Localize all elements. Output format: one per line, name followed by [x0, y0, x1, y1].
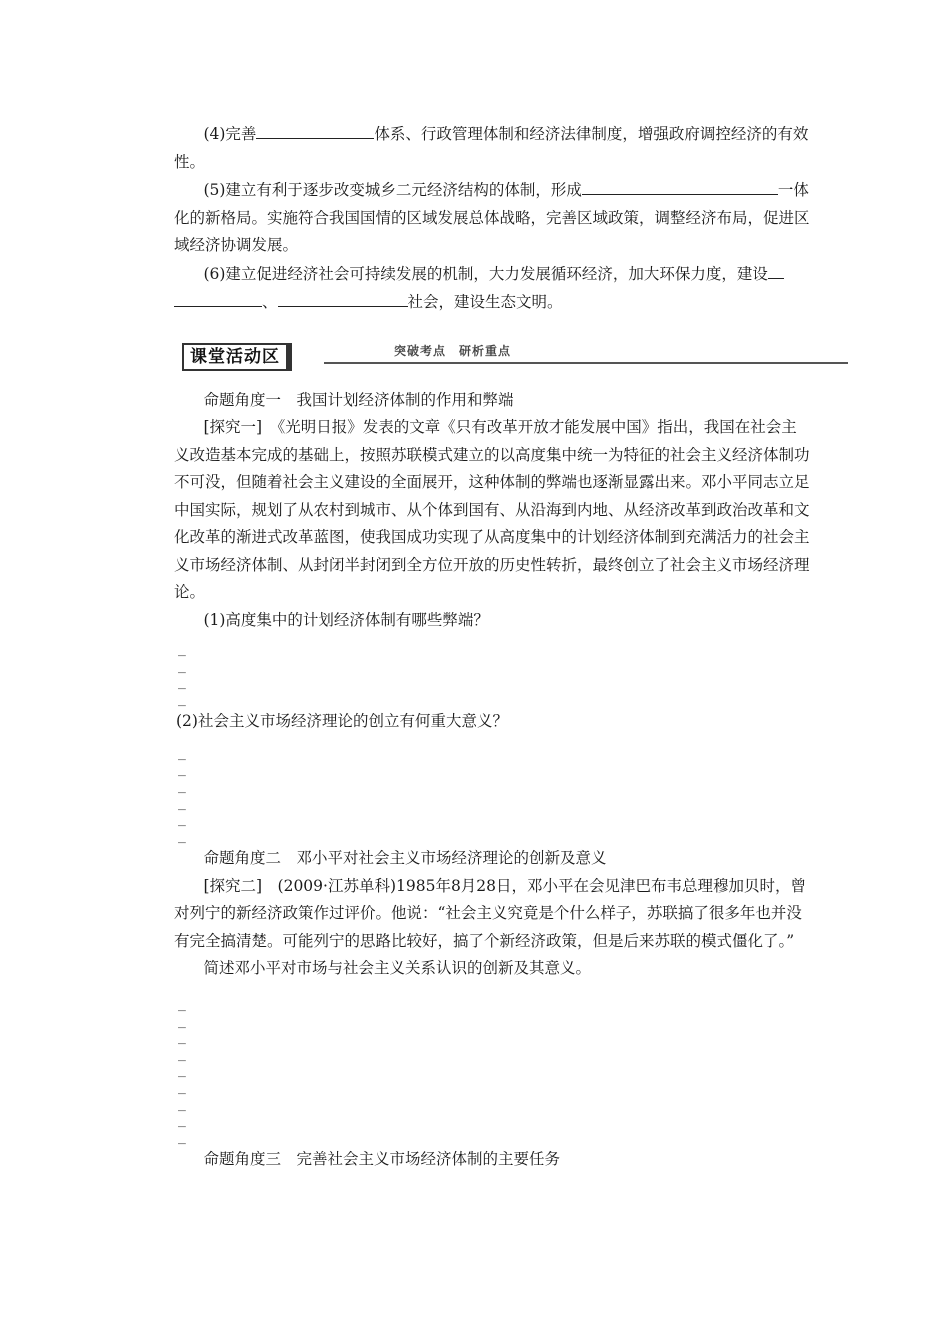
item-6-text-start: (6)建立促进经济社会可持续发展的机制，大力发展循环经济，加大环保力度，建设: [203, 264, 768, 283]
item-6-text-end: 社会，建设生态文明。: [407, 293, 563, 311]
answer-line: _: [178, 795, 186, 811]
answer-line: _: [178, 745, 186, 761]
item-5-text-end: 一体化的新格局。实施符合我国国情的区域发展总体战略，完善区域政策，调整经济布局，促进区域经济协调发展。: [174, 181, 810, 254]
answer-line: _: [178, 779, 186, 795]
question-1: (1)高度集中的计划经济体制有哪些弊端？: [203, 610, 489, 629]
answer-line: _: [178, 642, 186, 657]
answer-area-3[interactable]: [174, 997, 810, 1146]
answer-line: _: [178, 691, 186, 707]
banner-subtitle: 突破考点 研析重点: [394, 343, 512, 358]
answer-line: _: [178, 1030, 186, 1046]
banner-title: 课堂活动区: [182, 343, 292, 371]
item-6-separator: 、: [262, 293, 278, 311]
item-5: [174, 176, 810, 260]
section-banner: [174, 339, 810, 373]
blank-4[interactable]: [256, 120, 374, 139]
answer-area-1[interactable]: [174, 642, 810, 708]
angle-3-heading: 命题角度三 完善社会主义市场经济体制的主要任务: [203, 1150, 560, 1169]
answer-line: _: [178, 996, 186, 1012]
answer-line: _: [178, 1129, 186, 1145]
answer-line: _: [178, 812, 186, 828]
question-2: (2)社会主义市场经济理论的创立有何重大意义？: [176, 712, 508, 731]
answer-line: _: [178, 1046, 186, 1062]
answer-line: _: [178, 1013, 186, 1029]
item-4-text-start: (4)完善: [203, 125, 257, 143]
blank-6a-start[interactable]: [768, 260, 784, 279]
banner-rule: [324, 362, 848, 364]
explore-1-text: [探究一] 《光明日报》发表的文章《只有改革开放才能发展中国》指出，我国在社会主义改造基本完成的基础上，按照苏联模式建立的以高度集中统一为特征的社会主义经济体制功不可没，但随着社会主义建设的全面展开，这种体制的弊端也逐渐显露出来。邓小平同志立足中国实际，规划了从农村到城市、从个体到国有、从沿海到内地、从经济改革到政治改革和文化改革的渐进式改革蓝图，使我国成功实现了从高度集中的计划经济体制到充满活力的社会主义市场经济体制、从封闭半封闭到全方位开放的历史性转折，最终创立了社会主义市场经济理论。: [174, 418, 810, 601]
blank-6a[interactable]: [174, 288, 262, 307]
answer-line: _: [178, 1079, 186, 1095]
answer-line: _: [178, 675, 186, 691]
item-4-text-end: 体系、行政管理体制和经济法律制度，增强政府调控经济的有效性。: [174, 125, 809, 171]
question-3: 简述邓小平对市场与社会主义关系认识的创新及其意义。: [203, 959, 591, 978]
answer-line: _: [178, 658, 186, 674]
answer-line: _: [178, 1113, 186, 1129]
angle-2-heading: 命题角度二 邓小平对社会主义市场经济理论的创新及意义: [203, 849, 607, 868]
blank-6b[interactable]: [278, 288, 408, 307]
document-page: [174, 120, 810, 1174]
angle-1-heading: 命题角度一 我国计划经济体制的作用和弊端: [203, 390, 514, 409]
item-5-text-start: (5)建立有利于逐步改变城乡二元经济结构的体制，形成: [203, 181, 582, 199]
answer-line: _: [178, 1096, 186, 1112]
answer-line: _: [178, 1063, 186, 1079]
explore-2-text: [探究二] (2009·江苏单科)1985年8月28日，邓小平在会见津巴布韦总理穆加贝时，曾对列宁的新经济政策作过评价。他说：“社会主义究竟是个什么样子，苏联搞了很多年也并没有完全搞清楚。可能列宁的思路比较好，搞了个新经济政策，但是后来苏联的模式僵化了。”: [174, 876, 807, 950]
answer-line: _: [178, 828, 186, 844]
answer-area-2[interactable]: [174, 746, 810, 846]
blank-5[interactable]: [582, 176, 778, 195]
item-4: [174, 120, 810, 176]
item-6: [174, 260, 810, 317]
answer-line: _: [178, 762, 186, 778]
